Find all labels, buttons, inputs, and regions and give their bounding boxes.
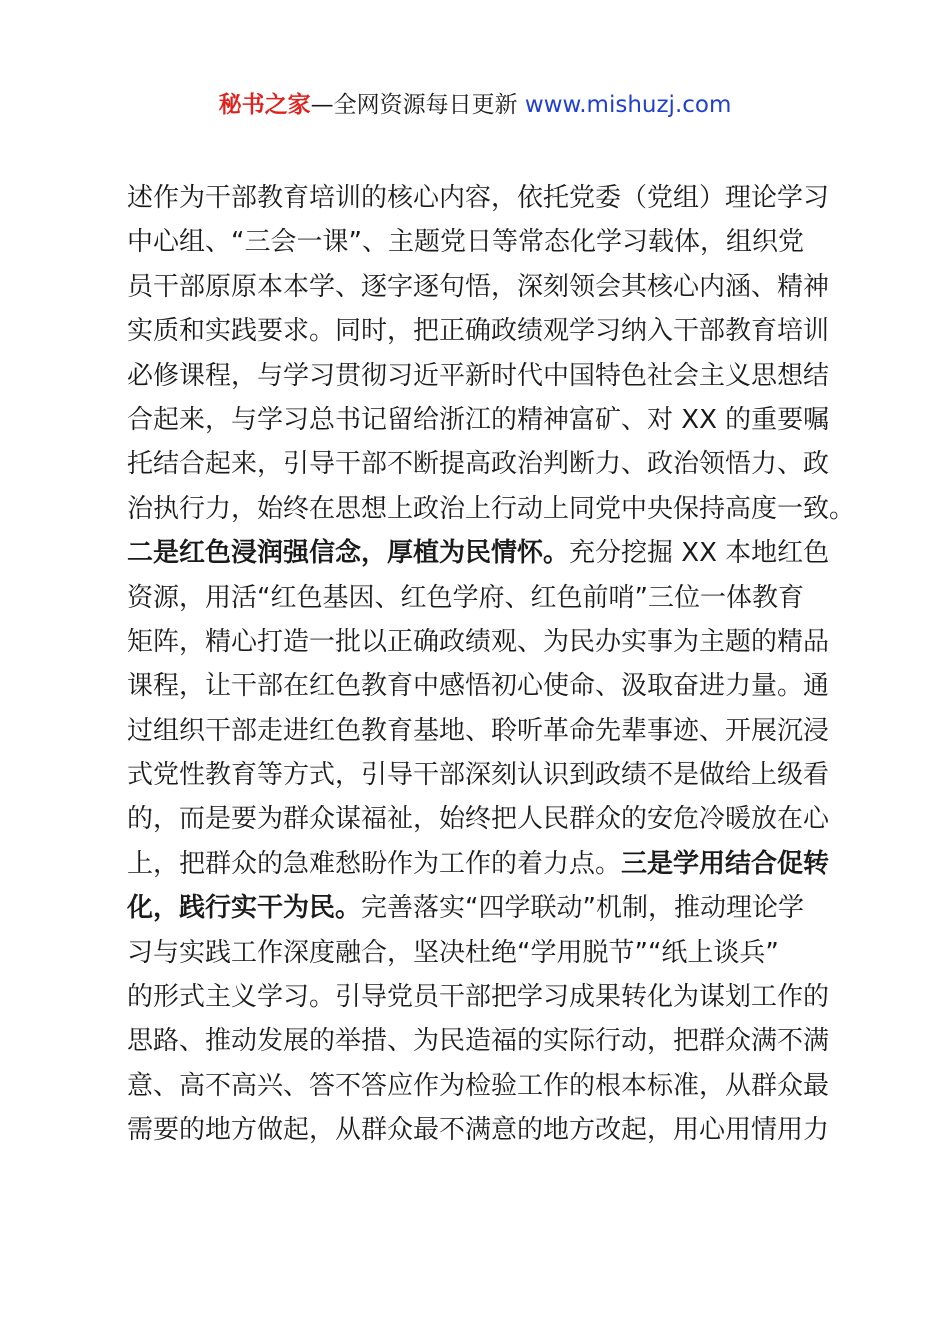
section-heading-2: 二是红色浸润强信念，厚植为民情怀。 (127, 538, 570, 569)
site-url-link[interactable]: www.mishuzj.com (524, 92, 732, 118)
brand-name: 秘书之家 (218, 92, 311, 118)
text-line (127, 664, 839, 708)
text-line (127, 265, 839, 309)
text-line (127, 1108, 839, 1152)
line-text: 托结合起来，引导干部不断提高政治判断力、政治领悟力、政 (127, 449, 830, 480)
line-text: 资源，用活“红色基因、红色学府、红色前哨”三位一体教育 (127, 582, 804, 613)
text-line (127, 842, 839, 886)
text-line (127, 709, 839, 753)
line-text: 中心组、“三会一课”、主题党日等常态化学习载体，组织党 (127, 227, 804, 258)
text-line (127, 576, 839, 620)
line-text: 治执行力，始终在思想上政治上行动上同党中央保持高度一致。 (127, 493, 856, 524)
site-header (0, 88, 950, 122)
section-heading-3-cont: 化，践行实干为民。 (127, 893, 362, 924)
line-text: 习与实践工作深度融合，坚决杜绝“学用脱节”“纸上谈兵” (127, 937, 779, 968)
text-line (127, 975, 839, 1019)
line-text: 意、高不高兴、答不答应作为检验工作的根本标准，从群众最 (127, 1070, 830, 1101)
text-line (127, 797, 839, 841)
line-text: 上，把群众的急难愁盼作为工作的着力点。 (127, 848, 622, 879)
text-line (127, 931, 839, 975)
line-text: 思路、推动发展的举措、为民造福的实际行动，把群众满不满 (127, 1026, 830, 1057)
line-text: 式党性教育等方式，引导干部深刻认识到政绩不是做给上级看 (127, 760, 830, 791)
line-text: 述作为干部教育培训的核心内容，依托党委（党组）理论学习 (127, 183, 830, 213)
line-text: 过组织干部走进红色教育基地、聆听革命先辈事迹、开展沉浸 (127, 715, 830, 746)
line-text: 员干部原原本本学、逐字逐句悟，深刻领会其核心内涵、精神 (127, 271, 830, 302)
line-text: 充分挖掘 XX 本地红色 (569, 538, 830, 569)
text-line (127, 442, 839, 486)
text-line (127, 398, 839, 442)
text-line (127, 487, 856, 531)
text-line (127, 886, 839, 930)
text-line (127, 176, 839, 220)
header-tagline: —全网资源每日更新 (310, 92, 525, 118)
line-text: 矩阵，精心打造一批以正确政绩观、为民办实事为主题的精品 (127, 626, 830, 657)
line-text: 合起来，与学习总书记留给浙江的精神富矿、对 XX 的重要嘱 (127, 404, 830, 435)
line-text: 的，而是要为群众谋福祉，始终把人民群众的安危冷暖放在心 (127, 804, 830, 835)
line-text: 课程，让干部在红色教育中感悟初心使命、汲取奋进力量。通 (127, 671, 830, 702)
text-line (127, 620, 839, 664)
text-line (127, 354, 839, 398)
line-text: 实质和实践要求。同时，把正确政绩观学习纳入干部教育培训 (127, 316, 830, 347)
text-line (127, 309, 839, 353)
text-line (127, 753, 839, 797)
text-line (127, 531, 839, 575)
text-line (127, 1019, 839, 1063)
text-line (127, 220, 839, 264)
text-line (127, 1064, 839, 1108)
line-text: 需要的地方做起，从群众最不满意的地方改起，用心用情用力 (127, 1115, 830, 1146)
document-body (127, 176, 856, 1153)
section-heading-3: 三是学用结合促转 (621, 848, 830, 879)
line-text: 完善落实“四学联动”机制，推动理论学 (361, 893, 804, 924)
line-text: 必修课程，与学习贯彻习近平新时代中国特色社会主义思想结 (127, 360, 830, 391)
line-text: 的形式主义学习。引导党员干部把学习成果转化为谋划工作的 (127, 982, 830, 1013)
